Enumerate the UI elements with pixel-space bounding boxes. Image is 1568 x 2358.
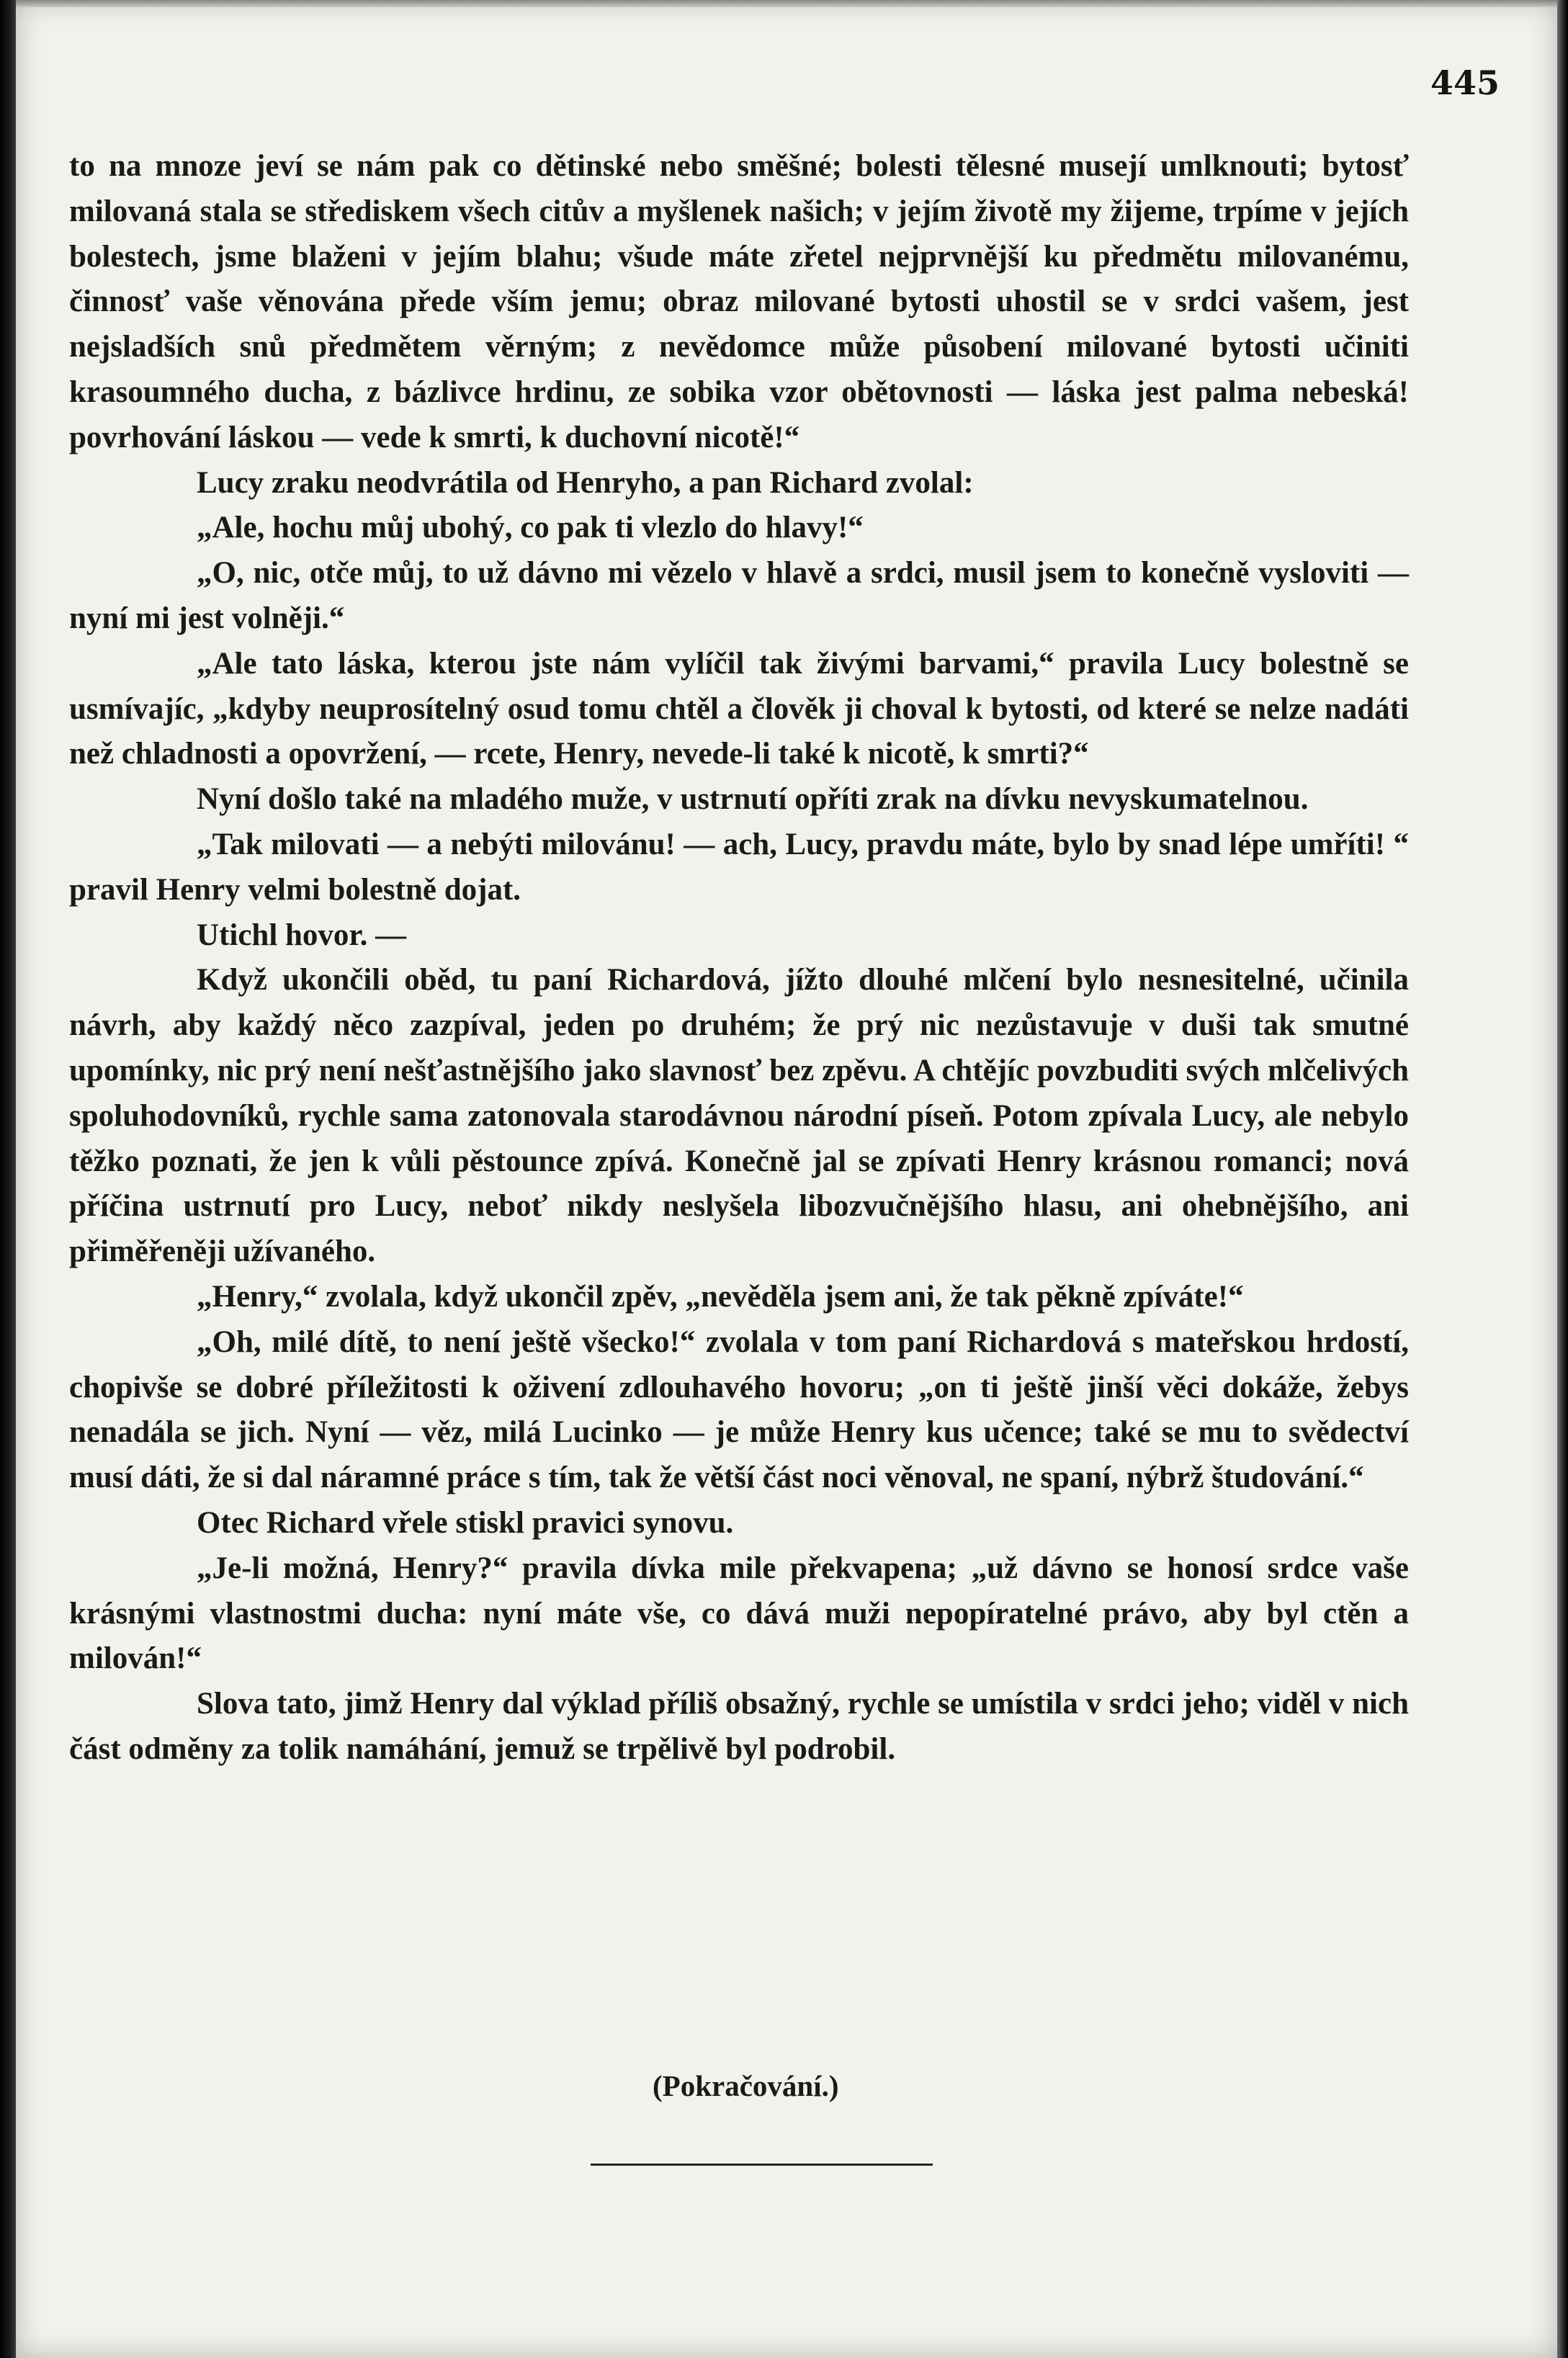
paragraph: Když ukončili oběd, tu paní Richardová, jížto dlouhé mlčení bylo nesnesitelné, učinila návrh, aby každý něco zazpíval, jeden po druhém; že prý nic nezůstavuje v duši tak smutné upomínky, nic prý není nešťastnějšího jako slavnosť bez zpěvu. A chtějíc povzbuditi svých mlčelivých spoluhodovníků, rychle sama zatonovala starodávnou národní píseň. Potom zpívala Lucy, ale nebylo těžko poznati, že jen k vůli pěstounce zpívá. Konečně jal se zpívati Henry krásnou romanci; nová příčina ustrnutí pro Lucy, neboť nikdy neslyšela libozvučnějšího hlasu, ani ohebnějšího, ani přiměřeněji užívaného.	[69, 963, 1409, 1269]
scan-right-edge	[1557, 0, 1568, 2358]
paragraph: to na mnoze jeví se nám pak co dětinské nebo směšné; bolesti tělesné musejí umlknouti; bytosť milovaná stala se střediskem všech citův a myšlenek našich; v jejím životě my žijeme, trpíme v jejích bolestech, jsme blaženi v jejím blahu; všude máte zřetel nejprvnější ku předmětu milovanému, činnosť vaše věnována přede vším jemu; obraz milované bytosti uhostil se v srdci vašem, jest nejsladších snů předmětem věrným; z nevědomce může působení milované bytosti učiniti krasoumného ducha, z bázlivce hrdinu, ze sobika vzor obětovnosti — láska jest palma nebeská! povrhování láskou — vede k smrti, k duchovní nicotě!“	[69, 149, 1409, 454]
page-number: 445	[1430, 63, 1500, 102]
paragraph: Nyní došlo také na mladého muže, v ustrnutí opříti zrak na dívku nevyskumatelnou.	[197, 782, 1309, 817]
paragraph: „Tak milovati — a nebýti milovánu! — ach, Lucy, pravdu máte, bylo by snad lépe umříti! “ pravil Henry velmi bolestně dojat.	[69, 827, 1409, 907]
paragraph: „Ale tato láska, kterou jste nám vylíčil tak živými barvami,“ pravila Lucy bolestně se usmívajíc, „kdyby neuprosítelný osud tomu chtěl a člověk ji choval k bytosti, od které se nelze nadáti než chladnosti a opovržení, — rcete, Henry, nevede-li také k nicotě, k smrti?“	[69, 646, 1409, 771]
paragraph: Utichl hovor. —	[197, 918, 407, 952]
paragraph: „O, nic, otče můj, to už dávno mi vězelo v hlavě a srdci, musil jsem to konečně vysloviti — nyní mi jest volněji.“	[69, 556, 1409, 635]
end-rule	[591, 2164, 933, 2166]
paragraph: Lucy zraku neodvrátila od Henryho, a pan Richard zvolal:	[197, 465, 974, 500]
continued-label: (Pokračování.)	[653, 2069, 839, 2102]
paragraph: „Je-li možná, Henry?“ pravila dívka mile překvapena; „už dávno se honosí srdce vaše krásnými vlastnostmi ducha: nyní máte vše, co dává muži nepopíratelné právo, aby byl ctěn a milován!“	[69, 1551, 1409, 1676]
body-text	[69, 144, 1409, 1772]
paragraph: „Henry,“ zvolala, když ukončil zpěv, „nevěděla jsem ani, že tak pěkně zpíváte!“	[197, 1279, 1244, 1314]
paragraph: „Ale, hochu můj ubohý, co pak ti vlezlo do hlavy!“	[197, 511, 864, 545]
paragraph: „Oh, milé dítě, to není ještě všecko!“ zvolala v tom paní Richardová s mateřskou hrdostí, chopivše se dobré příležitosti k oživení zdlouhavého hovoru; „on ti ještě jinší věci dokáže, žebys nenadála se jich. Nyní — věz, milá Lucinko — je může Henry kus učence; také se mu to svědectví musí dáti, že si dal náramné práce s tím, tak že větší část noci věnoval, ne spaní, nýbrž študování.“	[69, 1324, 1409, 1495]
scan-top-edge	[16, 0, 1557, 7]
paragraph: Slova tato, jimž Henry dal výklad příliš obsažný, rychle se umístila v srdci jeho; viděl v nich část odměny za tolik namáhání, jemuž se trpělivě byl podrobil.	[69, 1687, 1409, 1766]
scan-left-edge	[0, 0, 16, 2358]
paragraph: Otec Richard vřele stiskl pravici synovu.	[197, 1505, 734, 1540]
